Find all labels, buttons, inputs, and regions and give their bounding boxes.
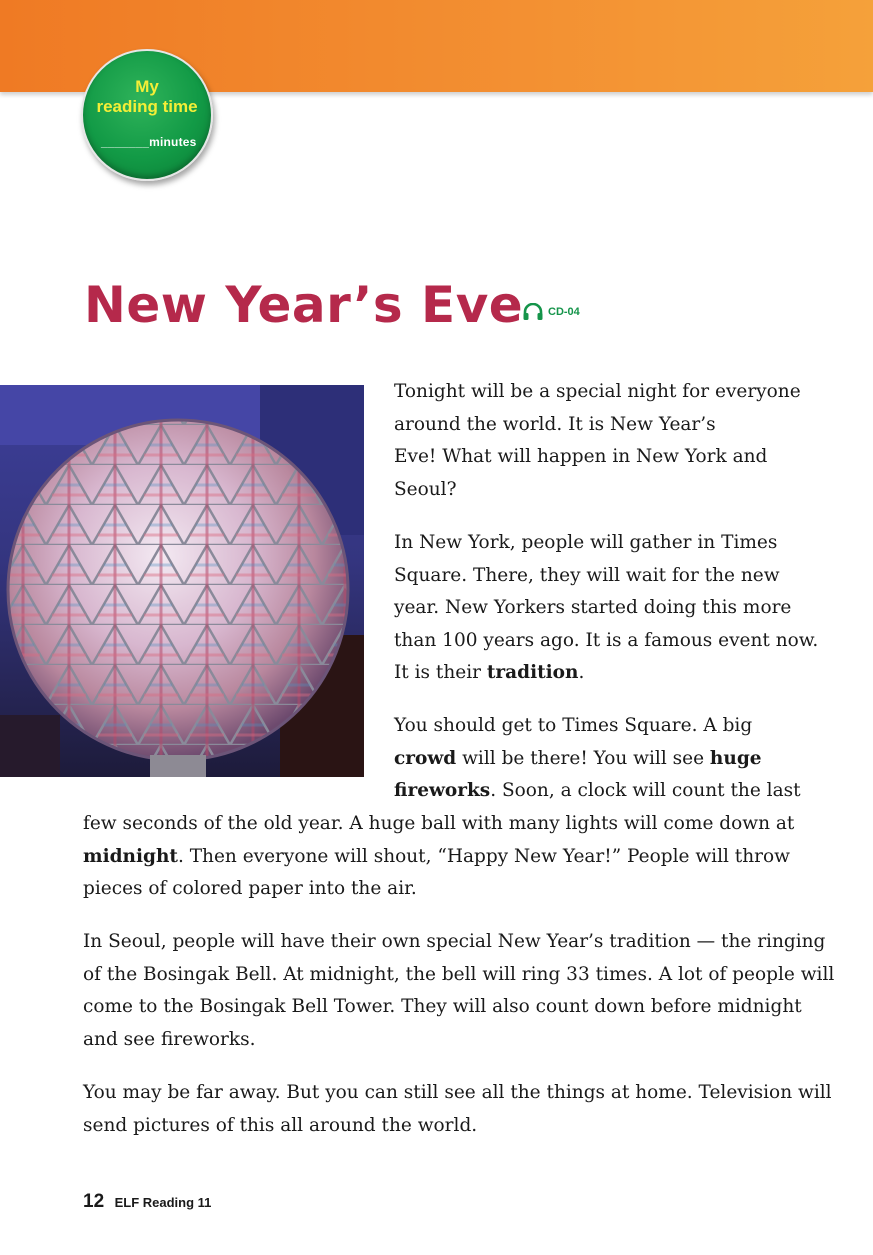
text-line: In New York, people will gather in Times: [394, 532, 778, 553]
paragraph-new-york: [394, 527, 819, 690]
vocab-word-tradition: tradition: [486, 662, 579, 683]
text-line: year. New Yorkers started doing this more: [394, 597, 792, 618]
text-line: You should get to Times Square. A big: [394, 715, 753, 736]
text-line: It is their tradition.: [394, 662, 585, 683]
audio-track-label: CD-04: [548, 306, 580, 318]
text-line: than 100 years ago. It is a famous event now.: [394, 629, 819, 651]
text-line: crowd will be there! You will see huge: [394, 747, 762, 769]
page-number: 12: [83, 1191, 105, 1212]
text-line: In Seoul, people will have their own special New Year’s tradition — the ringing: [83, 931, 826, 952]
text-line: You may be far away. But you can still see all the things at home. Television will: [83, 1082, 832, 1103]
text-line: Square. There, they will wait for the new: [394, 564, 780, 586]
audio-track[interactable]: [522, 303, 580, 321]
paragraph-intro: [394, 376, 801, 506]
text-line: send pictures of this all around the world.: [83, 1114, 478, 1136]
vocab-word-huge: huge: [709, 747, 762, 769]
text-line: around the world. It is New Year’s: [394, 413, 716, 435]
text-line: and see fireworks.: [83, 1028, 256, 1050]
text-line: Tonight will be a special night for everyone: [394, 381, 801, 402]
text-line: of the Bosingak Bell. At midnight, the bell will ring 33 times. A lot of people will: [83, 963, 835, 985]
vocab-word-fireworks: fireworks: [394, 780, 491, 801]
vocab-word-midnight: midnight: [83, 845, 178, 867]
paragraph-seoul: [83, 926, 835, 1056]
paragraph-times-square-bottom: [83, 808, 803, 906]
text-line: come to the Bosingak Bell Tower. They will also count down before midnight: [83, 996, 802, 1017]
page-footer: [83, 1191, 211, 1213]
page-title: New Year’s Eve: [84, 276, 524, 334]
badge-line-1: My: [135, 77, 159, 96]
text-line: Eve! What will happen in New York and: [394, 446, 768, 467]
text-line: Seoul?: [394, 478, 457, 500]
headphones-icon: [522, 303, 544, 321]
reading-time-badge: [81, 49, 213, 181]
text-line: pieces of colored paper into the air.: [83, 878, 417, 899]
text-line: few seconds of the old year. A huge ball with many lights will come down at: [83, 813, 795, 834]
times-square-ball-photo: [0, 385, 364, 777]
text-line: fireworks. Soon, a clock will count the last: [394, 780, 801, 801]
text-line: midnight. Then everyone will shout, “Happy New Year!” People will throw: [83, 845, 790, 867]
paragraph-television: [83, 1077, 832, 1142]
badge-line-2: reading time: [96, 97, 198, 116]
badge-minutes: _______minutes: [101, 135, 197, 149]
vocab-word-crowd: crowd: [394, 747, 457, 769]
paragraph-times-square-top: [394, 710, 801, 808]
book-title: ELF Reading 11: [114, 1195, 212, 1210]
